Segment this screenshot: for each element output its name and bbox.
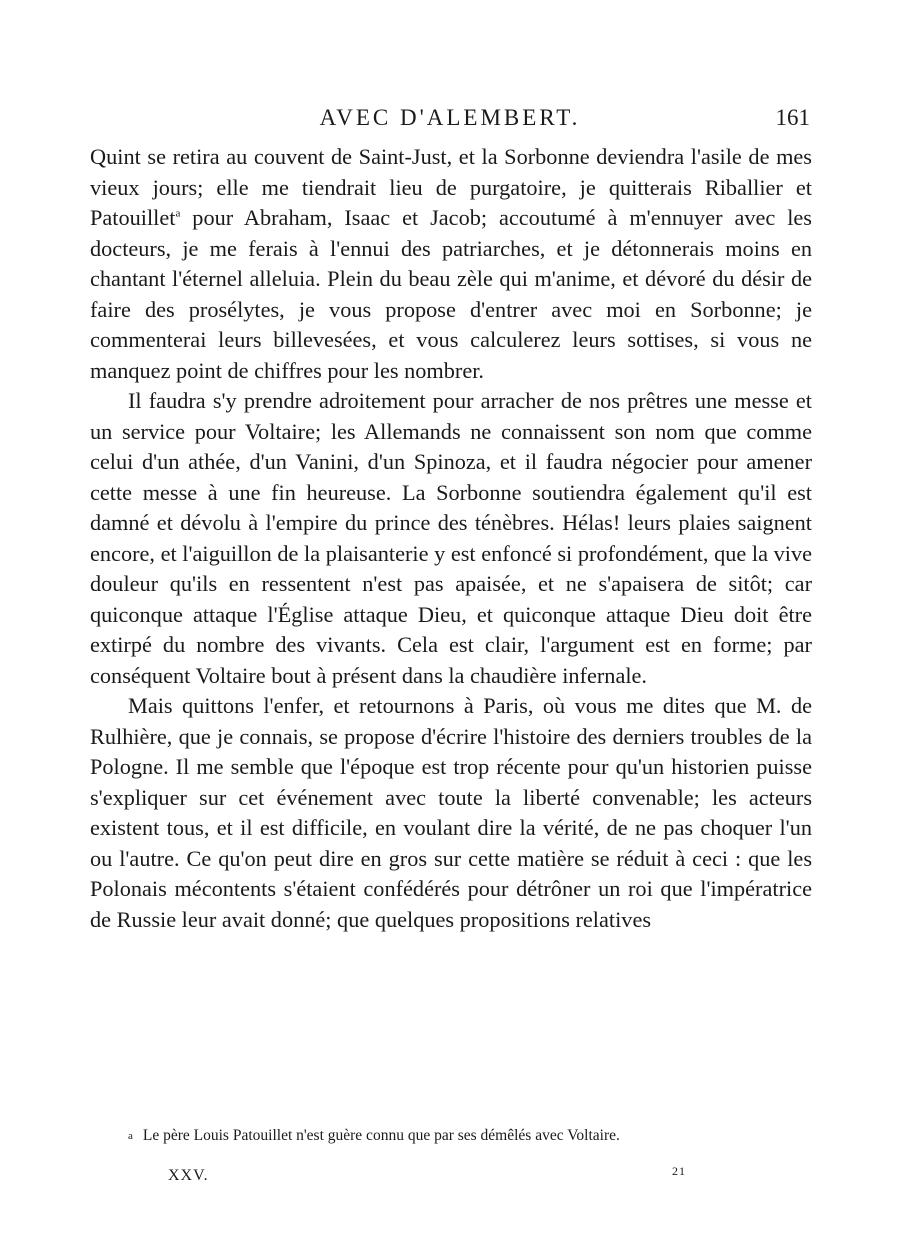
paragraph-1-text-start: Quint se retira au couvent de Saint-Just, et la Sorbonne deviendra l'asile de mes vieux jours; elle me tiendrait lieu de purgatoire, je quitterais Riballier et Patouillet	[90, 144, 812, 230]
body-text	[90, 142, 812, 935]
paragraph-1-text-end: pour Abraham, Isaac et Jacob; accoutumé à m'ennuyer avec les docteurs, je me ferais à l'ennui des patriarches, et je détonnerais moins en chantant l'éternel alleluia. Plein du beau zèle qui m'anime, et dévoré du désir de faire des prosélytes, je vous propose d'entrer avec moi en Sorbonne; je commenterai leurs billevesées, et vous calculerez leurs sottises, si vous ne manquez point de chiffres pour les nombrer.	[90, 205, 812, 383]
running-head	[90, 103, 810, 133]
page-number: 161	[775, 105, 810, 130]
footnote-reference: a	[175, 207, 181, 220]
footnote-mark: a	[128, 1130, 133, 1142]
volume-signature: XXV.	[168, 1167, 209, 1184]
footnote	[128, 1125, 818, 1147]
paragraph-2: Il faudra s'y prendre adroitement pour arracher de nos prêtres une messe et un service pour Voltaire; les Allemands ne connaissent son nom que comme celui d'un athée, d'un Vanini, d'un Spinoza, et il faudra négocier pour amener cette messe à une fin heureuse. La Sorbonne soutiendra également qu'il est damné et dévolu à l'empire du prince des ténèbres. Hélas! leurs plaies saignent encore, et l'aiguillon de la plaisanterie y est enfoncé si profondément, que la vive douleur qu'ils en ressentent n'est pas apaisée, et ne s'apaisera de sitôt; car quiconque attaque l'Église attaque Dieu, et quiconque attaque Dieu doit être extirpé du nombre des vivants. Cela est clair, l'argument est en forme; par conséquent Voltaire bout à présent dans la chaudière infernale.	[90, 388, 812, 688]
running-title: AVEC D'ALEMBERT.	[319, 105, 581, 130]
gathering-number: 21	[672, 1164, 686, 1178]
footnote-text: Le père Louis Patouillet n'est guère connu que par ses démêlés avec Voltaire.	[142, 1127, 620, 1144]
paragraph-1	[90, 142, 812, 386]
paragraph-3: Mais quittons l'enfer, et retournons à Paris, où vous me dites que M. de Rulhière, que je connais, se propose d'écrire l'histoire des derniers troubles de la Pologne. Il me semble que l'époque est trop récente pour qu'un historien puisse s'expliquer sur cet événement avec toute la liberté convenable; les acteurs existent tous, et il est difficile, en voulant dire la vérité, de ne pas choquer l'un ou l'autre. Ce qu'on peut dire en gros sur cette matière se réduit à ceci : que les Polonais mécontents s'étaient confédérés pour détrôner un roi que l'impératrice de Russie leur avait donné; que quelques propositions relatives	[90, 693, 812, 932]
